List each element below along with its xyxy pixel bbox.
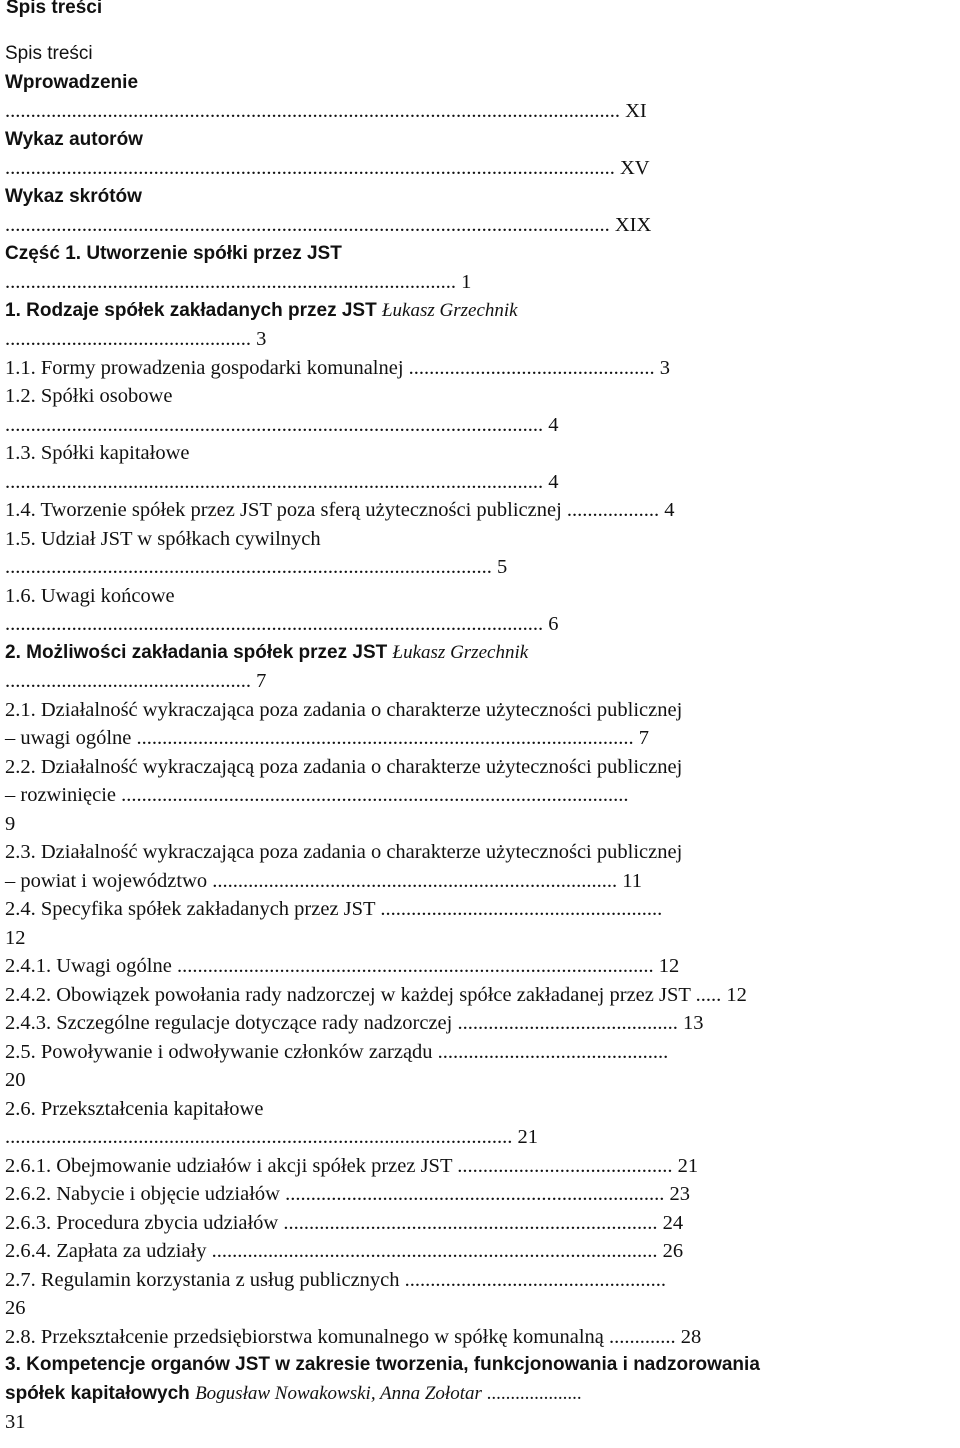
toc-entry-text: Wykaz autorów: [5, 129, 143, 150]
toc-entry-text: 1.3. Spółki kapitałowe: [5, 442, 190, 464]
toc-entry-text: ............................................................................................... 5: [5, 556, 508, 578]
toc-entry-text: ....................................................................................................................... XV: [5, 157, 650, 179]
toc-entry-text: 2.4. Specyfika spółek zakładanych przez JST .......................................................: [5, 898, 663, 920]
toc-entry-text: 1.6. Uwagi końcowe: [5, 585, 175, 607]
toc-line: [5, 726, 649, 750]
toc-entry-text: 2.1. Działalność wykraczająca poza zadania o charakterze użyteczności publicznej: [5, 699, 683, 721]
toc-entry-leader: ....................: [481, 1383, 582, 1404]
toc-entry-text: 1.4. Tworzenie spółek przez JST poza sferą użyteczności publicznej .................. 4: [5, 499, 675, 521]
toc-entry-text: spółek kapitałowych: [5, 1383, 190, 1404]
toc-line: [5, 1011, 703, 1035]
toc-line: [5, 384, 172, 408]
toc-line: [5, 185, 142, 209]
toc-line: [5, 327, 266, 351]
toc-line: [5, 612, 559, 636]
toc-line: [5, 1296, 26, 1320]
toc-entry-text: ......................................................................................................... 4: [5, 414, 559, 436]
toc-entry-text: 2.6.4. Zapłata za udziały ....................................................................................... 26: [5, 1240, 684, 1262]
toc-entry-text: ................................................................................................... 21: [5, 1126, 538, 1148]
toc-line: [5, 1410, 26, 1434]
toc-entry-text: – powiat i województwo ............................................................................... 11: [5, 870, 642, 892]
toc-line: [5, 983, 747, 1007]
toc-line: [5, 1097, 263, 1121]
toc-entry-text: 2.4.3. Szczególne regulacje dotyczące rady nadzorczej ........................................... 13: [5, 1012, 704, 1034]
page-title: Spis treści: [6, 0, 103, 18]
toc-entry-text: 1.5. Udział JST w spółkach cywilnych: [5, 528, 321, 550]
toc-line: [5, 441, 189, 465]
toc-line: [5, 840, 682, 864]
toc-entry-text: ........................................................................................................................ XI: [5, 100, 647, 122]
toc-entry-text: 2.7. Regulamin korzystania z usług publicznych ...................................................: [5, 1269, 667, 1291]
toc-entry-text: 2.2. Działalność wykraczającą poza zadania o charakterze użyteczności publicznej: [5, 756, 683, 778]
toc-entry-text: 9: [5, 813, 16, 835]
toc-line: [5, 299, 518, 323]
toc-entry-author: Łukasz Grzechnik: [381, 300, 518, 321]
toc-line: [5, 1040, 668, 1064]
toc-line: [5, 128, 143, 152]
toc-entry-text: 2.6.3. Procedura zbycia udziałów ......................................................................... 24: [5, 1212, 684, 1234]
toc-line: [5, 755, 682, 779]
toc-entry-text: Część 1. Utworzenie spółki przez JST: [5, 243, 342, 264]
toc-line: [5, 470, 559, 494]
toc-entry-text: 2.6.1. Obejmowanie udziałów i akcji spółek przez JST .......................................... 21: [5, 1155, 699, 1177]
toc-line: [5, 242, 342, 266]
toc-entry-text: – uwagi ogólne ................................................................................................. 7: [5, 727, 650, 749]
toc-line: [5, 1125, 538, 1149]
toc-entry-text: 2.6. Przekształcenia kapitałowe: [5, 1098, 264, 1120]
toc-line: [5, 413, 559, 437]
toc-entry-text: 26: [5, 1297, 26, 1319]
toc-line: [5, 270, 471, 294]
toc-line: [5, 356, 670, 380]
toc-entry-text: ......................................................................................................... 4: [5, 471, 559, 493]
toc-entry-text: Spis treści: [5, 43, 93, 64]
toc-line: [5, 926, 26, 950]
toc-line: [5, 954, 679, 978]
toc-entry-text: 2.6.2. Nabycie i objęcie udziałów .......................................................................... 23: [5, 1183, 690, 1205]
toc-line: [5, 1154, 698, 1178]
toc-entry-text: 3. Kompetencje organów JST w zakresie tworzenia, funkcjonowania i nadzorowania: [5, 1354, 760, 1375]
toc-line: [5, 1182, 690, 1206]
toc-entry-author: Bogusław Nowakowski, Anna Zołotar: [195, 1383, 482, 1404]
toc-entry-text: 20: [5, 1069, 26, 1091]
toc-line: [5, 1382, 582, 1406]
toc-entry-text: ...................................................................................................................... XIX: [5, 214, 652, 236]
toc-line: [5, 1353, 760, 1377]
toc-line: [5, 669, 266, 693]
toc-line: [5, 156, 650, 180]
toc-entry-text: ......................................................................................................... 6: [5, 613, 559, 635]
toc-line: [5, 498, 675, 522]
toc-entry-text: 31: [5, 1411, 26, 1433]
toc-entry-text: ................................................ 3: [5, 328, 267, 350]
toc-entry-text: 2.3. Działalność wykraczająca poza zadania o charakterze użyteczności publicznej: [5, 841, 683, 863]
toc-line: [5, 71, 138, 95]
toc-entry-text: Wykaz skrótów: [5, 186, 142, 207]
toc-entry-text: Wprowadzenie: [5, 72, 139, 93]
toc-line: [5, 42, 93, 66]
toc-line: [5, 869, 642, 893]
toc-line: [5, 1068, 26, 1092]
toc-line: [5, 527, 321, 551]
toc-entry-text: 1.2. Spółki osobowe: [5, 385, 173, 407]
toc-line: [5, 897, 662, 921]
toc-entry-text: ........................................................................................ 1: [5, 271, 472, 293]
toc-entry-author: Łukasz Grzechnik: [392, 642, 529, 663]
toc-line: [5, 1239, 683, 1263]
toc-line: [5, 555, 507, 579]
toc-line: [5, 99, 647, 123]
toc-line: [5, 783, 629, 807]
toc-entry-text: 1.1. Formy prowadzenia gospodarki komunalnej ................................................ 3: [5, 357, 671, 379]
toc-line: [5, 1211, 683, 1235]
toc-line: [5, 812, 15, 836]
toc-line: [5, 698, 682, 722]
toc-entry-text: 12: [5, 927, 26, 949]
toc-line: [5, 584, 175, 608]
toc-entry-text: 2. Możliwości zakładania spółek przez JST: [5, 642, 388, 663]
toc-entry-text: 2.8. Przekształcenie przedsiębiorstwa komunalnego w spółkę komunalną ............. 28: [5, 1326, 702, 1348]
toc-entry-text: 2.5. Powoływanie i odwoływanie członków zarządu .............................................: [5, 1041, 669, 1063]
toc-entry-text: 2.4.2. Obowiązek powołania rady nadzorczej w każdej spółce zakładanej przez JST ..... 12: [5, 984, 747, 1006]
toc-line: [5, 1268, 666, 1292]
toc-entry-text: 2.4.1. Uwagi ogólne ............................................................................................. 12: [5, 955, 680, 977]
toc-entry-text: ................................................ 7: [5, 670, 267, 692]
toc-entry-text: – rozwinięcie ...................................................................................................: [5, 784, 629, 806]
toc-line: [5, 1325, 701, 1349]
toc-line: [5, 641, 528, 665]
toc-entry-text: 1. Rodzaje spółek zakładanych przez JST: [5, 300, 377, 321]
toc-line: [5, 213, 651, 237]
